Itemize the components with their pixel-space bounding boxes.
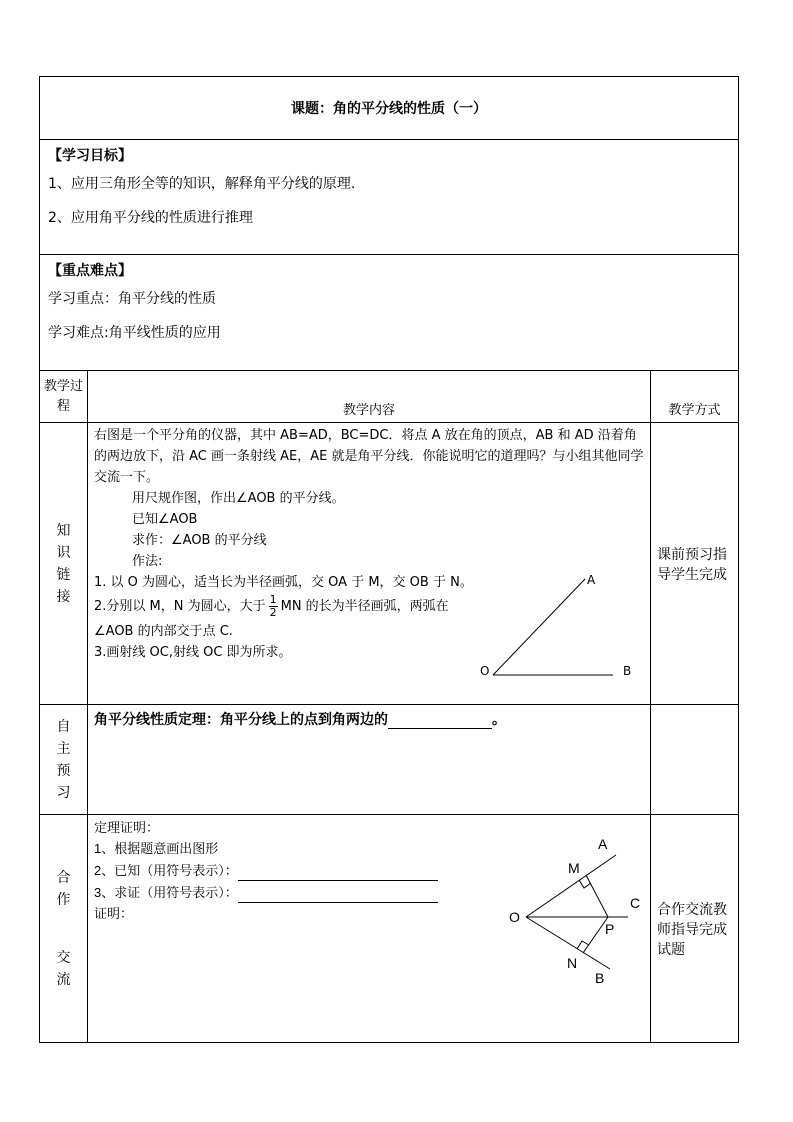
label-m: M xyxy=(568,860,580,876)
key-difficulty: 学习难点:角平线性质的应用 xyxy=(48,325,221,341)
step-2-pre: 2.分别以 M，N 为圆心，大于 xyxy=(94,599,266,614)
lesson-title: 课题：角的平分线的性质（一） xyxy=(40,77,739,140)
objectives-section xyxy=(40,140,739,255)
key-focus: 学习重点：角平分线的性质 xyxy=(48,291,216,307)
theorem-end: 。 xyxy=(492,712,506,728)
proof-step-3: 3、求证（用符号表示）： xyxy=(94,881,644,903)
bisector-figure xyxy=(498,827,648,987)
intro-text: 右图是一个平分角的仪器，其中 AB=AD，BC=DC．将点 A 放在角的顶点，AB 和 AD 沿着角的两边放下，沿 AC 画一条射线 AE，AE 就是角平分线．你能说明它的道理吗？与小组其他同学交流一下。 xyxy=(94,428,644,485)
knowledge-link-label xyxy=(40,423,88,705)
header-content: 教学内容 xyxy=(88,371,651,423)
label-a: A xyxy=(587,573,596,587)
prove-blank[interactable] xyxy=(238,881,438,903)
knowledge-link-method: 课前预习指导学生完成 xyxy=(651,423,739,705)
objective-item: 2、应用角平分线的性质进行推理 xyxy=(48,210,253,226)
cooperation-content xyxy=(88,815,651,1043)
label-o: O xyxy=(509,909,520,925)
given-blank[interactable] xyxy=(238,859,438,881)
step-3: 3.画射线 OC,射线 OC 即为所求。 xyxy=(94,645,292,660)
self-study-text: 自主预习 xyxy=(56,718,71,801)
theorem-text: 角平分线性质定理：角平分线上的点到角两边的 xyxy=(94,712,388,728)
proof-label: 证明： xyxy=(94,906,134,921)
fraction-half: $\frac{1}{2}$ xyxy=(269,593,277,619)
self-study-content xyxy=(88,705,651,815)
label-b: B xyxy=(623,664,632,678)
step-2-cont: ∠AOB 的内部交于点 C. xyxy=(94,624,233,639)
find-text: 求作：∠AOB 的平分线 xyxy=(132,533,267,548)
cooperation-text-a: 合作 xyxy=(56,869,71,908)
key-points-heading: 【重点难点】 xyxy=(48,263,132,279)
label-o: O xyxy=(480,664,490,678)
proof-step-2: 2、已知（用符号表示）： xyxy=(94,859,644,881)
label-p: P xyxy=(605,921,615,937)
task-text: 用尺规作图，作出∠AOB 的平分线。 xyxy=(132,491,345,506)
given-text: 已知∠AOB xyxy=(132,512,198,527)
method-heading: 作法: xyxy=(132,554,163,569)
cooperation-text-b: 交流 xyxy=(56,949,71,988)
label-c: C xyxy=(630,895,641,911)
label-n: N xyxy=(567,955,578,971)
lesson-table xyxy=(39,76,739,1043)
step-2-post: MN 的长为半径画弧，两弧在 xyxy=(280,599,449,614)
objectives-heading: 【学习目标】 xyxy=(48,148,132,164)
header-method: 教学方式 xyxy=(651,371,739,423)
theorem-blank[interactable] xyxy=(388,712,492,729)
step-2 xyxy=(94,593,524,621)
self-study-label xyxy=(40,705,88,815)
header-process: 教学过程 xyxy=(40,371,88,423)
knowledge-link-content xyxy=(88,423,651,705)
cooperation-label xyxy=(40,815,88,1043)
step-1: 1. 以 O 为圆心，适当长为半径画弧，交 OA 于 M，交 OB 于 N。 xyxy=(94,575,473,590)
angle-aob-figure xyxy=(473,563,633,683)
label-a: A xyxy=(598,836,608,852)
cooperation-method: 合作交流教师指导完成试题 xyxy=(651,815,739,1043)
label-b: B xyxy=(595,970,605,986)
knowledge-link-text: 知识链接 xyxy=(56,522,71,605)
key-points-section xyxy=(40,255,739,371)
proof-heading: 定理证明： xyxy=(94,820,160,835)
proof-step-1: 1、根据题意画出图形 xyxy=(94,841,219,856)
objective-item: 1、应用三角形全等的知识，解释角平分线的原理. xyxy=(48,176,356,192)
self-study-method xyxy=(651,705,739,815)
